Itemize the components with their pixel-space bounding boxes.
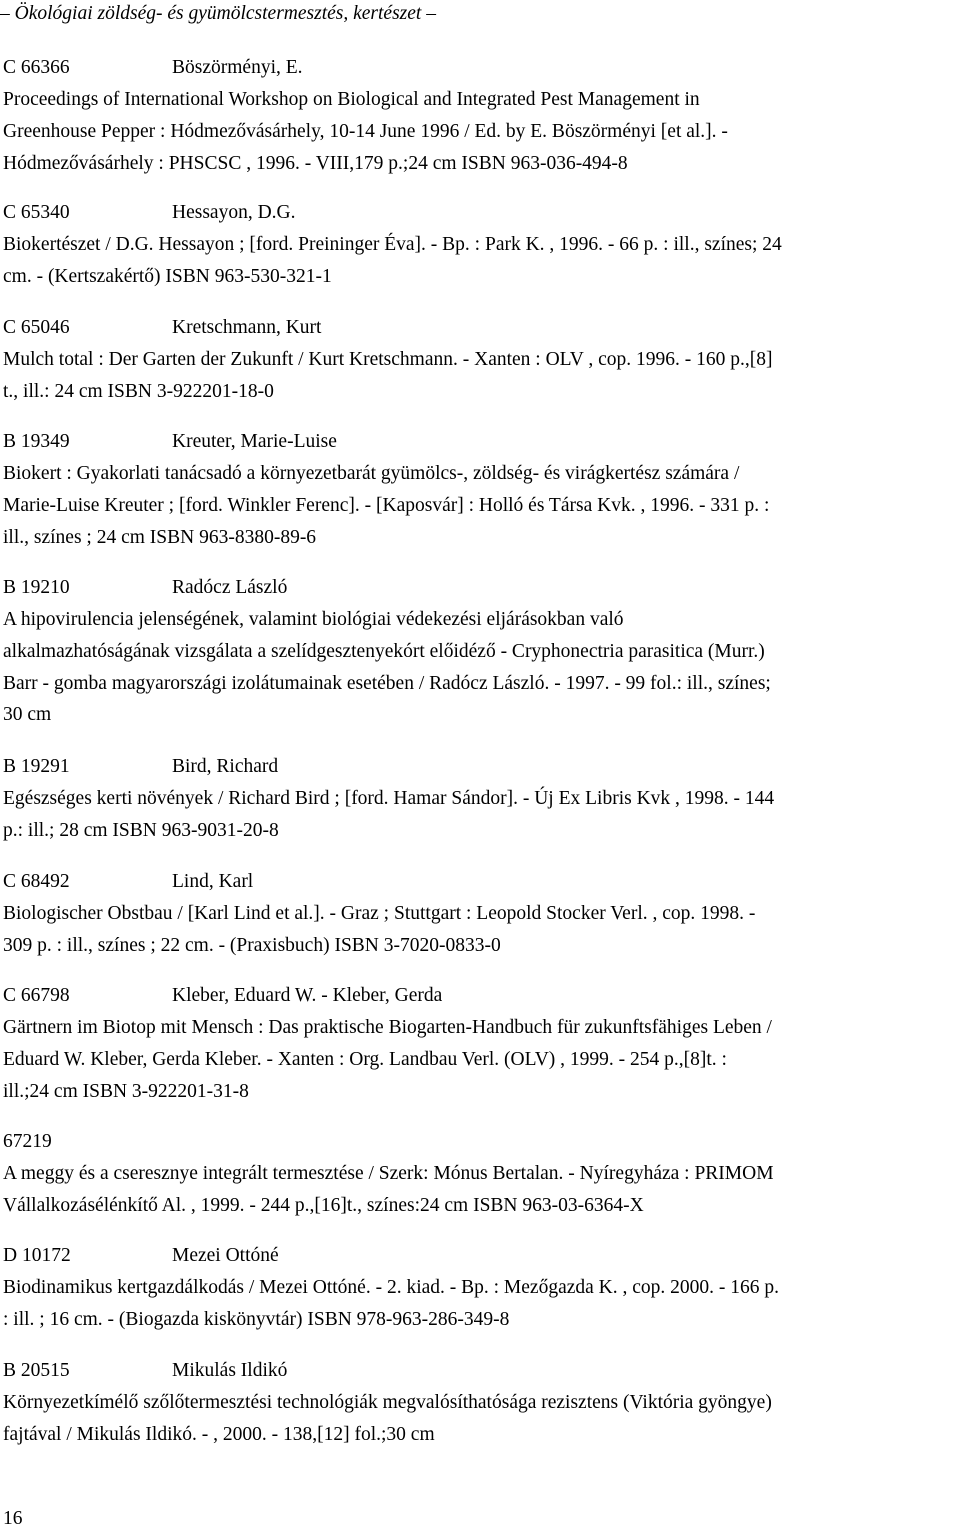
entry-code: D 10172: [3, 1245, 71, 1266]
entry-line: Eduard W. Kleber, Gerda Kleber. - Xanten : Org. Landbau Verl. (OLV) , 1999. - 254 p.,[8]t. :: [3, 1048, 727, 1070]
entry-line: alkalmazhatóságának vizsgálata a szelídgesztenyekórt előidéző - Cryphonectria parasitica (Murr.): [3, 640, 765, 662]
entry-description: [3, 458, 955, 553]
entry-line: A hipovirulencia jelenségének, valamint biológiai védekezési eljárásokban való: [3, 609, 624, 630]
catalog-entry: [3, 197, 955, 293]
entry-head: [3, 572, 955, 604]
entry-line: cm. - (Kertszakértő) ISBN 963-530-321-1: [3, 265, 332, 287]
entry-line: Barr - gomba magyarországi izolátumainak esetében / Radócz László. - 1997. - 99 fol.: ill., színes;: [3, 672, 771, 694]
catalog-entry: [3, 572, 955, 731]
entry-author: Radócz László: [172, 577, 288, 598]
entry-head: [3, 52, 955, 84]
entry-description: [3, 1158, 955, 1222]
entry-author: Böszörményi, E.: [172, 57, 303, 78]
entry-description: [3, 1012, 955, 1107]
entry-head: [3, 866, 955, 898]
entry-head: [3, 1126, 955, 1158]
entry-line: Vállalkozásélénkítő Al. , 1999. - 244 p.,[16]t., színes:24 cm ISBN 963-03-6364-X: [3, 1194, 644, 1216]
entry-author: Mikulás Ildikó: [172, 1360, 288, 1381]
entry-head: [3, 980, 955, 1012]
catalog-entry: [3, 980, 955, 1107]
entry-author: Hessayon, D.G.: [172, 202, 296, 223]
entry-code: C 66366: [3, 57, 70, 78]
entry-line: Biodinamikus kertgazdálkodás / Mezei Ottóné. - 2. kiad. - Bp. : Mezőgazda K. , cop. 2000. - 166 p.: [3, 1277, 780, 1298]
catalog-entry: [3, 1355, 955, 1451]
entry-line: Biokert : Gyakorlati tanácsadó a környezetbarát gyümölcs-, zöldség- és virágkertész számára /: [3, 463, 740, 484]
entry-line: ill., színes ; 24 cm ISBN 963-8380-89-6: [3, 526, 317, 548]
entry-description: [3, 84, 955, 179]
entry-head: [3, 426, 955, 458]
entry-line: A meggy és a cseresznye integrált termesztése / Szerk: Mónus Bertalan. - Nyíregyháza : PRIMOM: [3, 1163, 774, 1184]
entry-line: Biokertészet / D.G. Hessayon ; [ford. Preininger Éva]. - Bp. : Park K. , 1996. - 66 p. : ill., színes; 24: [3, 234, 782, 255]
catalog-entry: [3, 1126, 955, 1222]
entry-line: Greenhouse Pepper : Hódmezővásárhely, 10-14 June 1996 / Ed. by E. Böszörményi [et al.]. -: [3, 120, 728, 142]
entry-author: Bird, Richard: [172, 756, 279, 777]
entry-line: fajtával / Mikulás Ildikó. - , 2000. - 138,[12] fol.;30 cm: [3, 1423, 435, 1445]
entry-description: [3, 1272, 955, 1336]
entry-line: Mulch total : Der Garten der Zukunft / Kurt Kretschmann. - Xanten : OLV , cop. 1996. - 160 p.,[8]: [3, 349, 773, 370]
entry-line: ill.;24 cm ISBN 3-922201-31-8: [3, 1080, 249, 1102]
section-header: – Ökológiai zöldség- és gyümölcstermesztés, kertészet –: [0, 3, 436, 24]
catalog-entry: [3, 866, 955, 962]
entry-line: : ill. ; 16 cm. - (Biogazda kiskönyvtár) ISBN 978-963-286-349-8: [3, 1308, 510, 1330]
entry-code: B 20515: [3, 1360, 70, 1381]
catalog-entry: [3, 312, 955, 408]
entry-code: C 65046: [3, 317, 70, 338]
entry-line: 30 cm: [3, 704, 52, 726]
entry-code: 67219: [3, 1131, 52, 1152]
entry-line: Biologischer Obstbau / [Karl Lind et al.]. - Graz ; Stuttgart : Leopold Stocker Verl. , cop. 1998. -: [3, 903, 756, 924]
entry-code: C 68492: [3, 871, 70, 892]
entry-line: Marie-Luise Kreuter ; [ford. Winkler Ferenc]. - [Kaposvár] : Holló és Társa Kvk. , 1996. - 331 p. :: [3, 494, 770, 516]
entry-line: Környezetkímélő szőlőtermesztési technológiák megvalósíthatósága rezisztens (Viktória gyöngye): [3, 1392, 772, 1413]
entry-description: [3, 783, 955, 847]
entry-description: [3, 344, 955, 408]
entry-line: Gärtnern im Biotop mit Mensch : Das praktische Biogarten-Handbuch für zukunftsfähiges Leben /: [3, 1017, 772, 1038]
entry-line: p.: ill.; 28 cm ISBN 963-9031-20-8: [3, 819, 279, 841]
entry-code: B 19349: [3, 431, 70, 452]
entry-author: Kleber, Eduard W. - Kleber, Gerda: [172, 985, 443, 1006]
entry-description: [3, 1387, 955, 1451]
entry-head: [3, 197, 955, 229]
entry-author: Kreuter, Marie-Luise: [172, 431, 337, 452]
entry-description: [3, 604, 955, 731]
entry-line: 309 p. : ill., színes ; 22 cm. - (Praxisbuch) ISBN 3-7020-0833-0: [3, 934, 501, 956]
entry-description: [3, 229, 955, 293]
entry-author: Lind, Karl: [172, 871, 254, 892]
catalog-entry: [3, 751, 955, 847]
entry-code: C 65340: [3, 202, 70, 223]
entry-head: [3, 1355, 955, 1387]
entry-description: [3, 898, 955, 962]
entry-head: [3, 312, 955, 344]
entry-author: Kretschmann, Kurt: [172, 317, 322, 338]
catalog-entry: [3, 426, 955, 553]
entry-line: Egészséges kerti növények / Richard Bird ; [ford. Hamar Sándor]. - Új Ex Libris Kvk , 1998. - 144: [3, 788, 775, 809]
entry-head: [3, 1240, 955, 1272]
catalog-entry: [3, 52, 955, 179]
catalog-entry: [3, 1240, 955, 1336]
entry-line: t., ill.: 24 cm ISBN 3-922201-18-0: [3, 380, 274, 402]
entry-line: Proceedings of International Workshop on Biological and Integrated Pest Management in: [3, 89, 700, 110]
entry-code: B 19291: [3, 756, 70, 777]
entry-line: Hódmezővásárhely : PHSCSC , 1996. - VIII,179 p.;24 cm ISBN 963-036-494-8: [3, 152, 628, 174]
page-number: 16: [3, 1508, 23, 1529]
entry-code: B 19210: [3, 577, 70, 598]
entry-code: C 66798: [3, 985, 70, 1006]
entry-head: [3, 751, 955, 783]
entry-author: Mezei Ottóné: [172, 1245, 279, 1266]
